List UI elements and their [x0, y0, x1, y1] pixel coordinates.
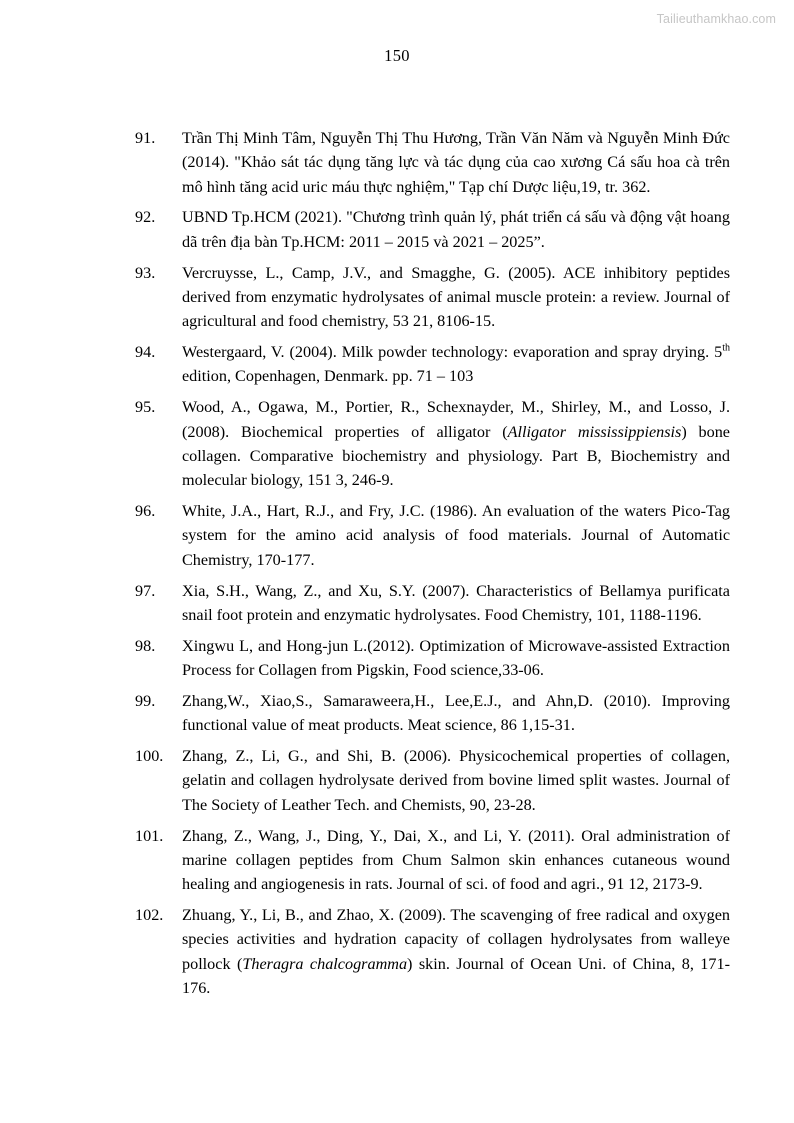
reference-entry	[135, 634, 730, 683]
reference-entry	[135, 499, 730, 572]
reference-number: 96.	[135, 502, 156, 521]
reference-number: 101.	[135, 826, 164, 845]
reference-entry	[135, 689, 730, 738]
reference-entry	[135, 579, 730, 628]
reference-text: Zhang, Z., Wang, J., Ding, Y., Dai, X., and Li, Y. (2011). Oral administration of marine collagen peptides from Chum Salmon skin enhances cutaneous wound healing and angiogenesis in rats. Journal of sci. of food and agri., 91 12, 2173-9.	[182, 826, 730, 894]
reference-text: White, J.A., Hart, R.J., and Fry, J.C. (1986). An evaluation of the waters Pico-Tag system for the amino acid analysis of food materials. Journal of Automatic Chemistry, 170-177.	[182, 502, 730, 569]
reference-text: Vercruysse, L., Camp, J.V., and Smagghe, G. (2005). ACE inhibitory peptides derived from enzymatic hydrolysates of animal muscle protein: a review. Journal of agricultural and food chemistry, 53 21, 8106-15.	[182, 263, 730, 331]
reference-number: 97.	[135, 581, 156, 600]
page-number: 150	[384, 46, 410, 65]
reference-number: 94.	[135, 343, 156, 362]
reference-number: 99.	[135, 691, 156, 710]
reference-text: Zhuang, Y., Li, B., and Zhao, X. (2009). The scavenging of free radical and oxygen species activities and hydration capacity of collagen hydrolysates from walleye pollock (Theragra chalcogramma) skin. Journal of Ocean Uni. of China, 8, 171-176.	[182, 906, 730, 998]
reference-number: 92.	[135, 208, 156, 227]
reference-text: Westergaard, V. (2004). Milk powder technology: evaporation and spray drying. 5th edition, Copenhagen, Denmark. pp. 71 – 103	[182, 342, 730, 386]
reference-number: 98.	[135, 636, 156, 655]
reference-list	[135, 126, 730, 1007]
site-watermark: Tailieuthamkhao.com	[656, 12, 776, 26]
reference-entry	[135, 744, 730, 817]
reference-entry	[135, 395, 730, 492]
reference-text: Xingwu L, and Hong-jun L.(2012). Optimization of Microwave-assisted Extraction Process for Collagen from Pigskin, Food science,33-06.	[182, 636, 730, 680]
reference-entry	[135, 340, 730, 389]
reference-entry	[135, 261, 730, 334]
reference-number: 91.	[135, 129, 156, 147]
reference-text: Zhang, Z., Li, G., and Shi, B. (2006). Physicochemical properties of collagen, gelatin and collagen hydrolysate derived from bovine limed split wastes. Journal of The Society of Leather Tech. and Chemists, 90, 23-28.	[182, 747, 730, 814]
reference-number: 93.	[135, 263, 156, 282]
reference-entry	[135, 126, 730, 199]
reference-text: Wood, A., Ogawa, M., Portier, R., Schexnayder, M., Shirley, M., and Losso, J. (2008). Biochemical properties of alligator (Alligator mississippiensis) bone collagen. Comparative biochemistry and physiology. Part B, Biochemistry and molecular biology, 151 3, 246-9.	[182, 398, 730, 490]
reference-text: Zhang,W., Xiao,S., Samaraweera,H., Lee,E.J., and Ahn,D. (2010). Improving functional value of meat products. Meat science, 86 1,15-31.	[182, 691, 730, 735]
reference-number: 102.	[135, 906, 164, 925]
reference-number: 100.	[135, 747, 164, 766]
reference-number: 95.	[135, 398, 156, 417]
reference-entry	[135, 205, 730, 254]
reference-entry	[135, 903, 730, 1000]
reference-text: UBND Tp.HCM (2021). "Chương trình quản lý, phát triển cá sấu và động vật hoang dã trên địa bàn Tp.HCM: 2011 – 2015 và 2021 – 2025”.	[182, 208, 730, 251]
reference-text: Xia, S.H., Wang, Z., and Xu, S.Y. (2007). Characteristics of Bellamya purificata snail foot protein and enzymatic hydrolysates. Food Chemistry, 101, 1188-1196.	[182, 581, 730, 624]
reference-text: Trần Thị Minh Tâm, Nguyễn Thị Thu Hương, Trần Văn Năm và Nguyễn Minh Đức (2014). "Khảo sát tác dụng tăng lực và tác dụng của cao xương Cá sấu hoa cà trên mô hình tăng acid uric máu thực nghiệm," Tạp chí Dược liệu,19, tr. 362.	[182, 129, 730, 196]
reference-entry	[135, 824, 730, 897]
